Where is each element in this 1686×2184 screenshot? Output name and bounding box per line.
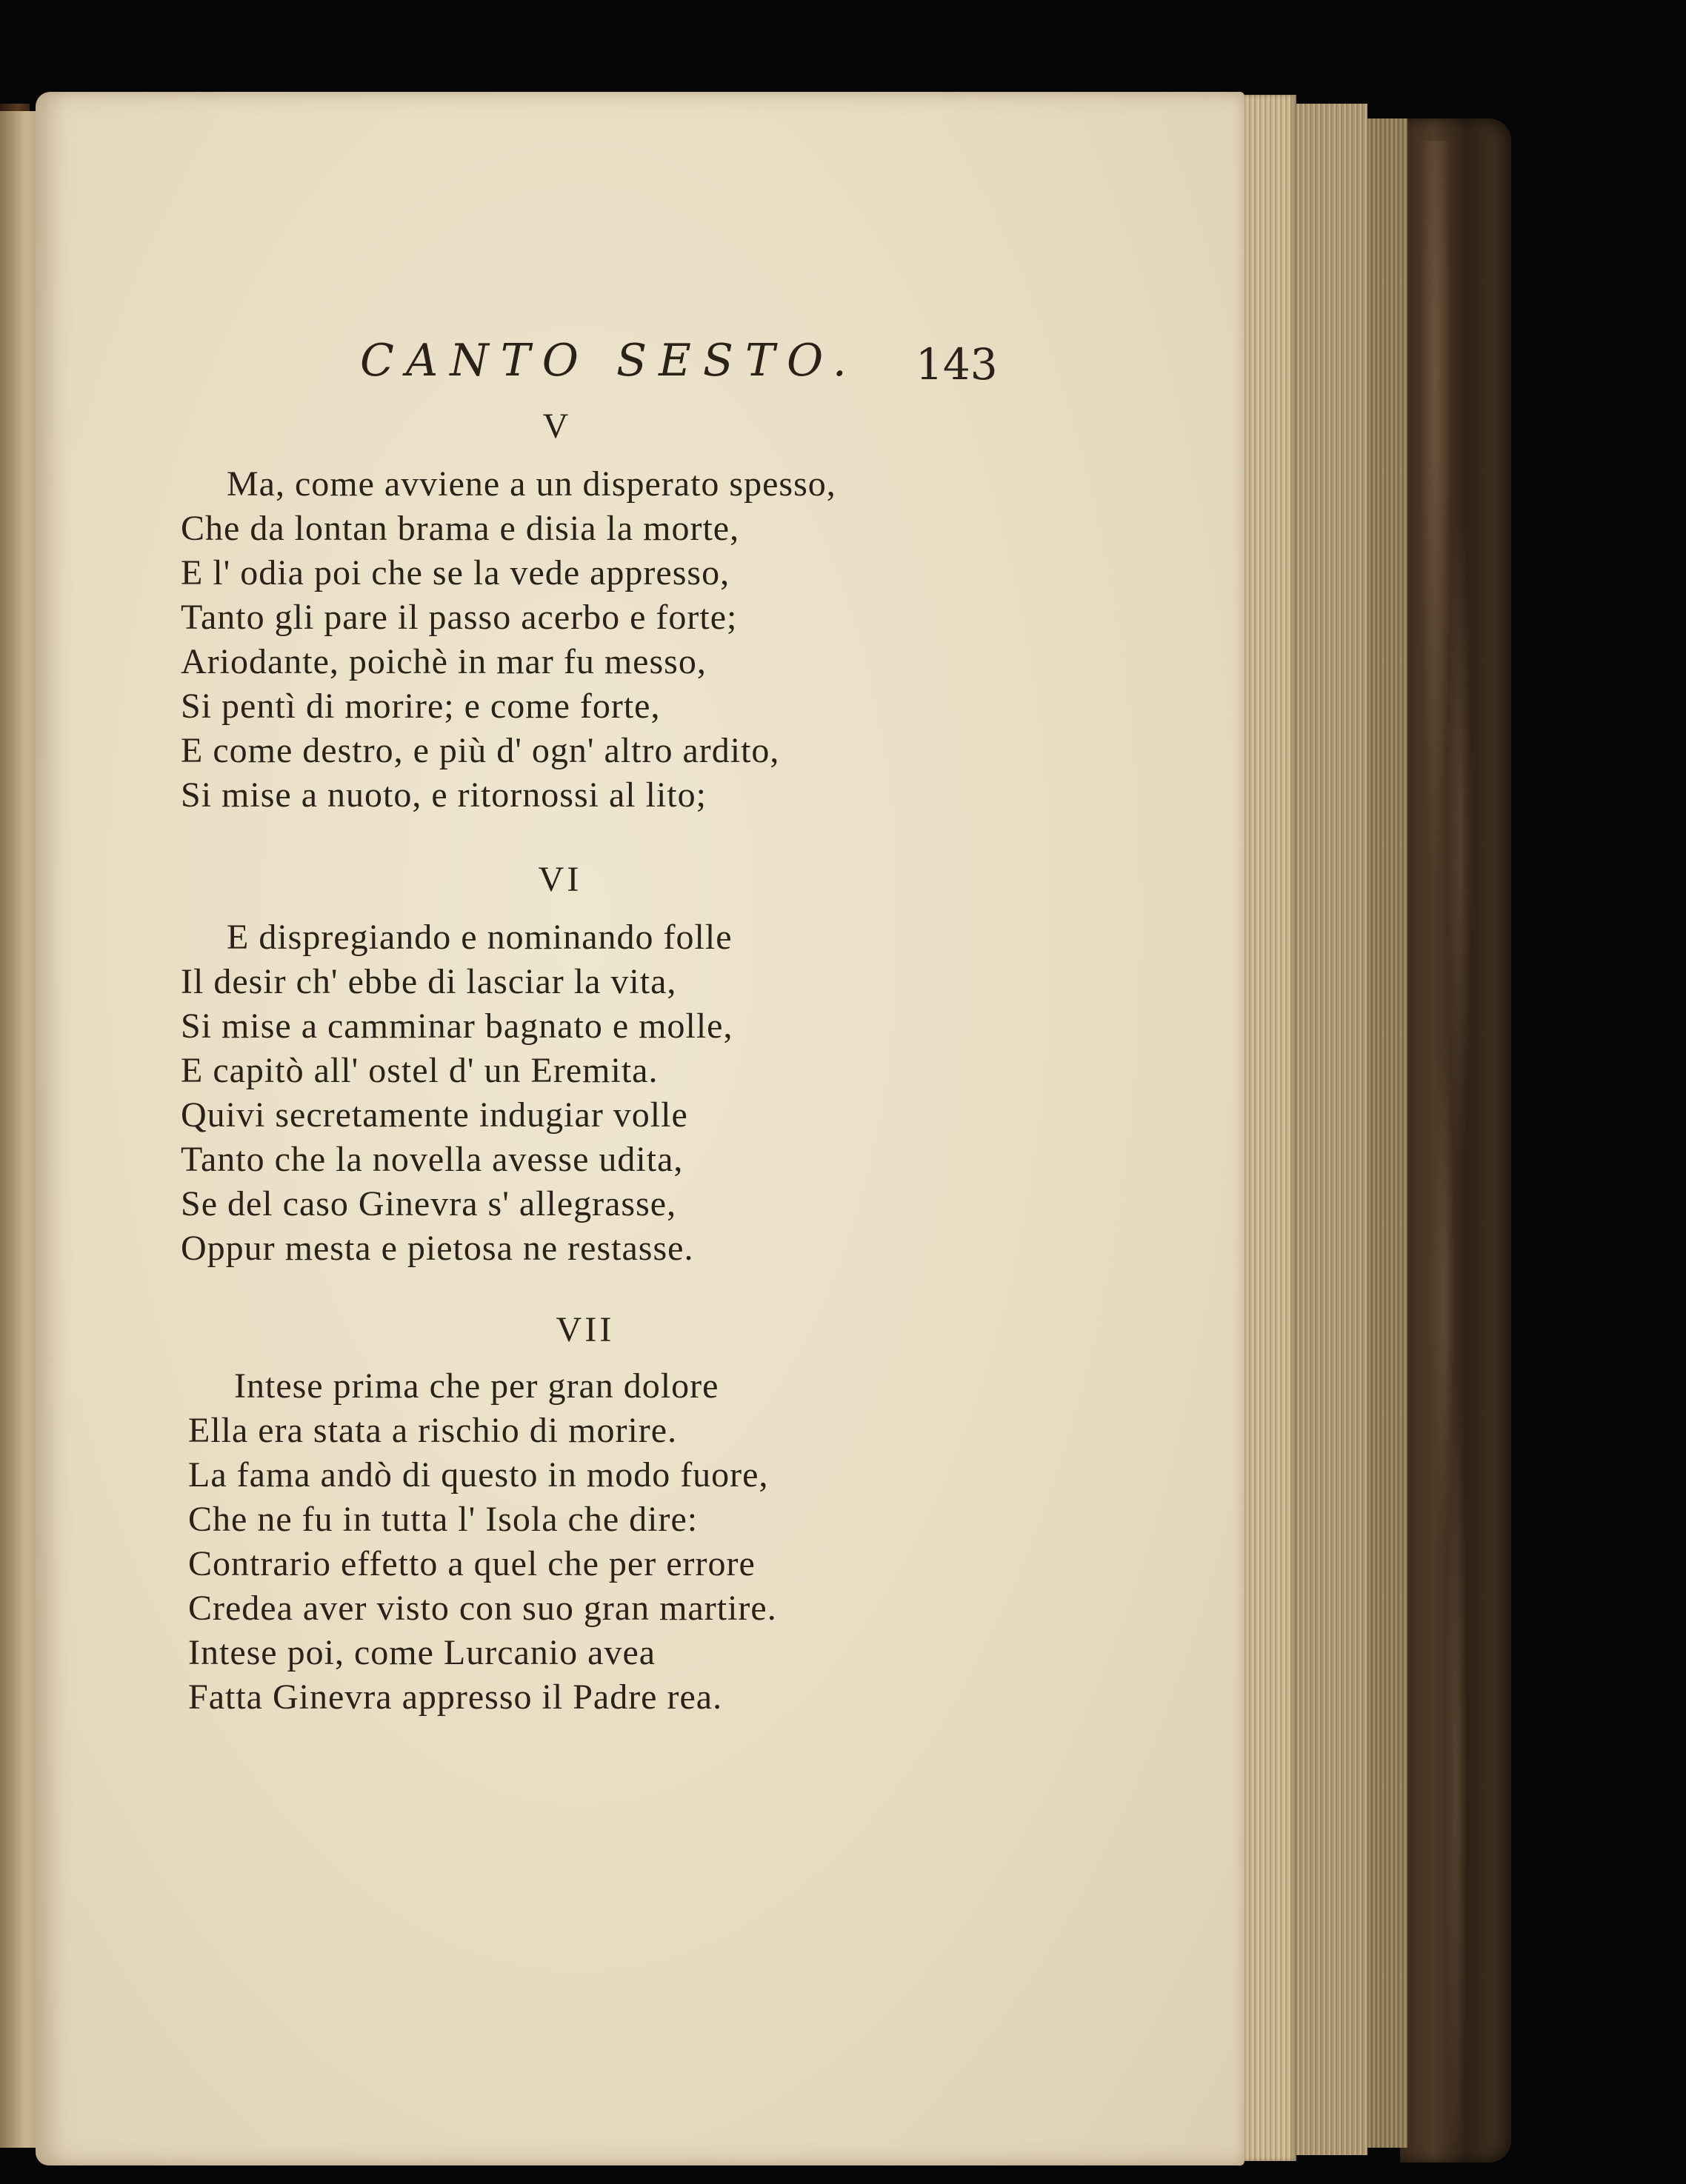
stanza-number: VI <box>538 860 582 899</box>
verse-line: Se del caso Ginevra s' allegrasse, <box>181 1184 677 1223</box>
verse-line: Quivi secretamente indugiar volle <box>181 1095 688 1135</box>
verse-line: Il desir ch' ebbe di lasciar la vita, <box>181 962 677 1001</box>
verse-line: Ariodante, poichè in mar fu messo, <box>181 642 707 681</box>
verse-line: Credea aver visto con suo gran martire. <box>188 1589 777 1628</box>
verse-line: Si mise a nuoto, e ritornossi al lito; <box>181 775 707 815</box>
verse-line: E capitò all' ostel d' un Eremita. <box>181 1051 659 1090</box>
verse-line: E dispregiando e nominando folle <box>227 918 733 957</box>
verse-line: E l' odia poi che se la vede appresso, <box>181 553 730 592</box>
stanza-number: V <box>542 407 572 446</box>
verse-line: Intese prima che per gran dolore <box>234 1366 719 1406</box>
page-number: 143 <box>916 339 998 390</box>
verse-line: Che ne fu in tutta l' Isola che dire: <box>188 1500 699 1539</box>
verse-line: La fama andò di questo in modo fuore, <box>188 1455 769 1495</box>
stanza-verse <box>181 915 733 1271</box>
verse-line: Che da lontan brama e disia la morte, <box>181 509 740 548</box>
stanza-verse <box>181 462 836 818</box>
verse-line: Intese poi, come Lurcanio avea <box>188 1633 656 1672</box>
verse-line: Si pentì di morire; e come forte, <box>181 687 661 726</box>
verse-line: Fatta Ginevra appresso il Padre rea. <box>188 1677 723 1717</box>
verse-line: Ma, come avviene a un disperato spesso, <box>227 464 836 504</box>
stanza-number: VII <box>556 1310 615 1349</box>
verse-line: Tanto gli pare il passo acerbo e forte; <box>181 598 738 637</box>
running-head: CANTO SESTO. <box>360 335 859 387</box>
verse-line: Tanto che la novella avesse udita, <box>181 1140 684 1179</box>
verse-line: Si mise a camminar bagnato e molle, <box>181 1006 733 1046</box>
verse-line: E come destro, e più d' ogn' altro ardito, <box>181 731 780 770</box>
stanza-verse <box>188 1364 777 1720</box>
verse-line: Ella era stata a rischio di morire. <box>188 1411 678 1450</box>
verse-line: Contrario effetto a quel che per errore <box>188 1544 756 1583</box>
verse-line: Oppur mesta e pietosa ne restasse. <box>181 1229 694 1268</box>
